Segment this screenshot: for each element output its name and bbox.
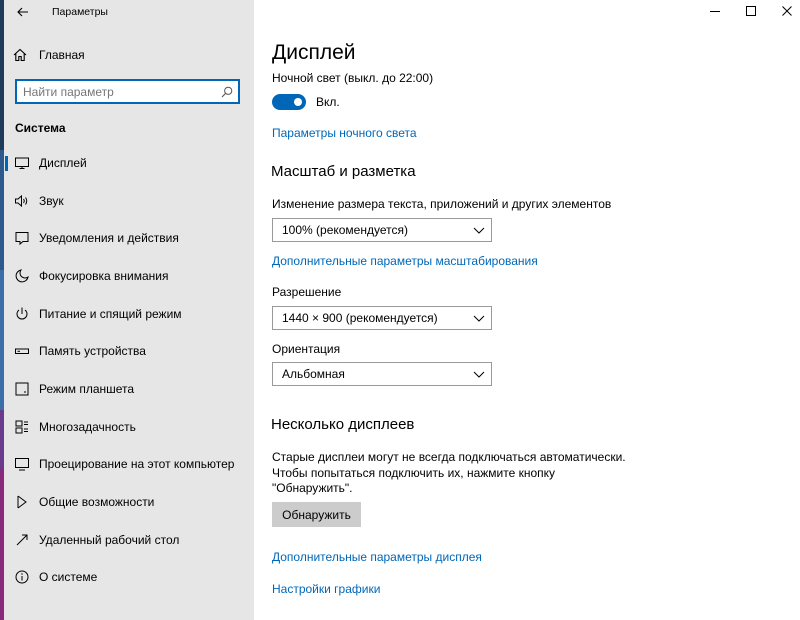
orientation-dropdown[interactable] xyxy=(272,362,492,386)
speaker-icon xyxy=(14,193,30,209)
sidebar-item-label: Многозадачность xyxy=(39,419,136,434)
main-content xyxy=(254,0,800,620)
resolution-dropdown-value: 1440 × 900 (рекомендуется) xyxy=(282,311,438,325)
description-line: Чтобы попытаться подключить их, нажмите кнопку xyxy=(272,465,556,480)
close-button[interactable] xyxy=(777,2,797,20)
sidebar-item-label: Память устройства xyxy=(39,344,146,359)
info-icon xyxy=(14,569,30,585)
chevron-down-icon xyxy=(473,312,485,324)
sidebar-item-shared-experiences[interactable] xyxy=(0,483,254,521)
scale-dropdown-value: 100% (рекомендуется) xyxy=(282,223,408,237)
sidebar-item-label: Звук xyxy=(39,193,64,208)
section-title-system: Система xyxy=(15,121,66,135)
orientation-dropdown-value: Альбомная xyxy=(282,367,345,381)
sidebar-item-label: Удаленный рабочий стол xyxy=(39,532,180,547)
toggle-knob xyxy=(294,98,302,106)
multiple-displays-section-title: Несколько дисплеев xyxy=(271,416,415,433)
search-icon[interactable] xyxy=(221,86,233,98)
scale-label: Изменение размера текста, приложений и других элементов xyxy=(272,197,612,211)
sidebar-item-label: Общие возможности xyxy=(39,495,155,510)
power-icon xyxy=(14,306,30,322)
night-light-toggle-label: Вкл. xyxy=(316,95,340,109)
close-icon xyxy=(782,6,792,16)
search-box[interactable] xyxy=(15,79,240,104)
resolution-dropdown[interactable] xyxy=(272,306,492,330)
sidebar-item-label: Режим планшета xyxy=(39,381,135,396)
sidebar-item-storage[interactable] xyxy=(0,332,254,370)
scale-dropdown[interactable] xyxy=(272,218,492,242)
description-line: Старые дисплеи могут не всегда подключаться автоматически. xyxy=(272,450,626,464)
page-title: Дисплей xyxy=(272,41,356,64)
sidebar-item-label: Питание и спящий режим xyxy=(39,306,182,321)
minimize-button[interactable] xyxy=(705,2,725,20)
tablet-icon xyxy=(14,381,30,397)
sidebar-item-tablet-mode[interactable] xyxy=(0,370,254,408)
edge-segment xyxy=(0,0,4,150)
sidebar-item-projecting[interactable] xyxy=(0,446,254,484)
sidebar-item-display[interactable] xyxy=(0,144,254,182)
back-button[interactable] xyxy=(12,3,34,21)
maximize-icon xyxy=(746,6,756,16)
chevron-down-icon xyxy=(473,368,485,380)
sidebar-item-label: Дисплей xyxy=(39,155,87,170)
multitasking-icon xyxy=(14,419,30,435)
graphics-settings-link[interactable]: Настройки графики xyxy=(272,582,381,596)
night-light-toggle[interactable] xyxy=(272,94,306,110)
night-light-label: Ночной свет (выкл. до 22:00) xyxy=(272,71,434,85)
advanced-display-settings-link[interactable]: Дополнительные параметры дисплея xyxy=(272,550,482,564)
remote-desktop-icon xyxy=(14,532,30,548)
notification-icon xyxy=(14,230,30,246)
sidebar-item-remote-desktop[interactable] xyxy=(0,521,254,559)
description-line: "Обнаружить". xyxy=(272,481,353,495)
scale-section-title: Масштаб и разметка xyxy=(271,163,416,180)
home-icon xyxy=(12,47,28,63)
sidebar-item-power-sleep[interactable] xyxy=(0,295,254,333)
storage-icon xyxy=(14,343,30,359)
maximize-button[interactable] xyxy=(741,2,761,20)
arrow-left-icon xyxy=(17,7,29,17)
sidebar-item-notifications[interactable] xyxy=(0,219,254,257)
sidebar-item-label: Уведомления и действия xyxy=(39,231,179,246)
night-light-settings-link[interactable]: Параметры ночного света xyxy=(272,126,417,140)
share-icon xyxy=(14,494,30,510)
app-title: Параметры xyxy=(52,6,108,18)
nav-home-label: Главная xyxy=(39,48,85,62)
sidebar-item-label: О системе xyxy=(39,570,98,585)
resolution-label: Разрешение xyxy=(272,285,342,299)
projector-icon xyxy=(14,456,30,472)
orientation-label: Ориентация xyxy=(272,342,341,356)
sidebar-item-about[interactable] xyxy=(0,559,254,597)
sidebar-item-sound[interactable] xyxy=(0,182,254,220)
sidebar xyxy=(0,0,254,620)
sidebar-item-label: Фокусировка внимания xyxy=(39,268,169,283)
monitor-icon xyxy=(14,155,30,171)
sidebar-item-multitasking[interactable] xyxy=(0,408,254,446)
minimize-icon xyxy=(710,6,720,16)
sidebar-item-focus-assist[interactable] xyxy=(0,257,254,295)
sidebar-item-label: Проецирование на этот компьютер xyxy=(39,457,235,472)
advanced-scaling-link[interactable]: Дополнительные параметры масштабирования xyxy=(272,254,538,268)
moon-icon xyxy=(14,268,30,284)
chevron-down-icon xyxy=(473,224,485,236)
multiple-displays-description xyxy=(272,450,652,497)
nav-home[interactable] xyxy=(12,44,242,66)
detect-button[interactable]: Обнаружить xyxy=(272,502,361,527)
search-input[interactable] xyxy=(17,81,212,102)
nav-list xyxy=(0,144,254,596)
